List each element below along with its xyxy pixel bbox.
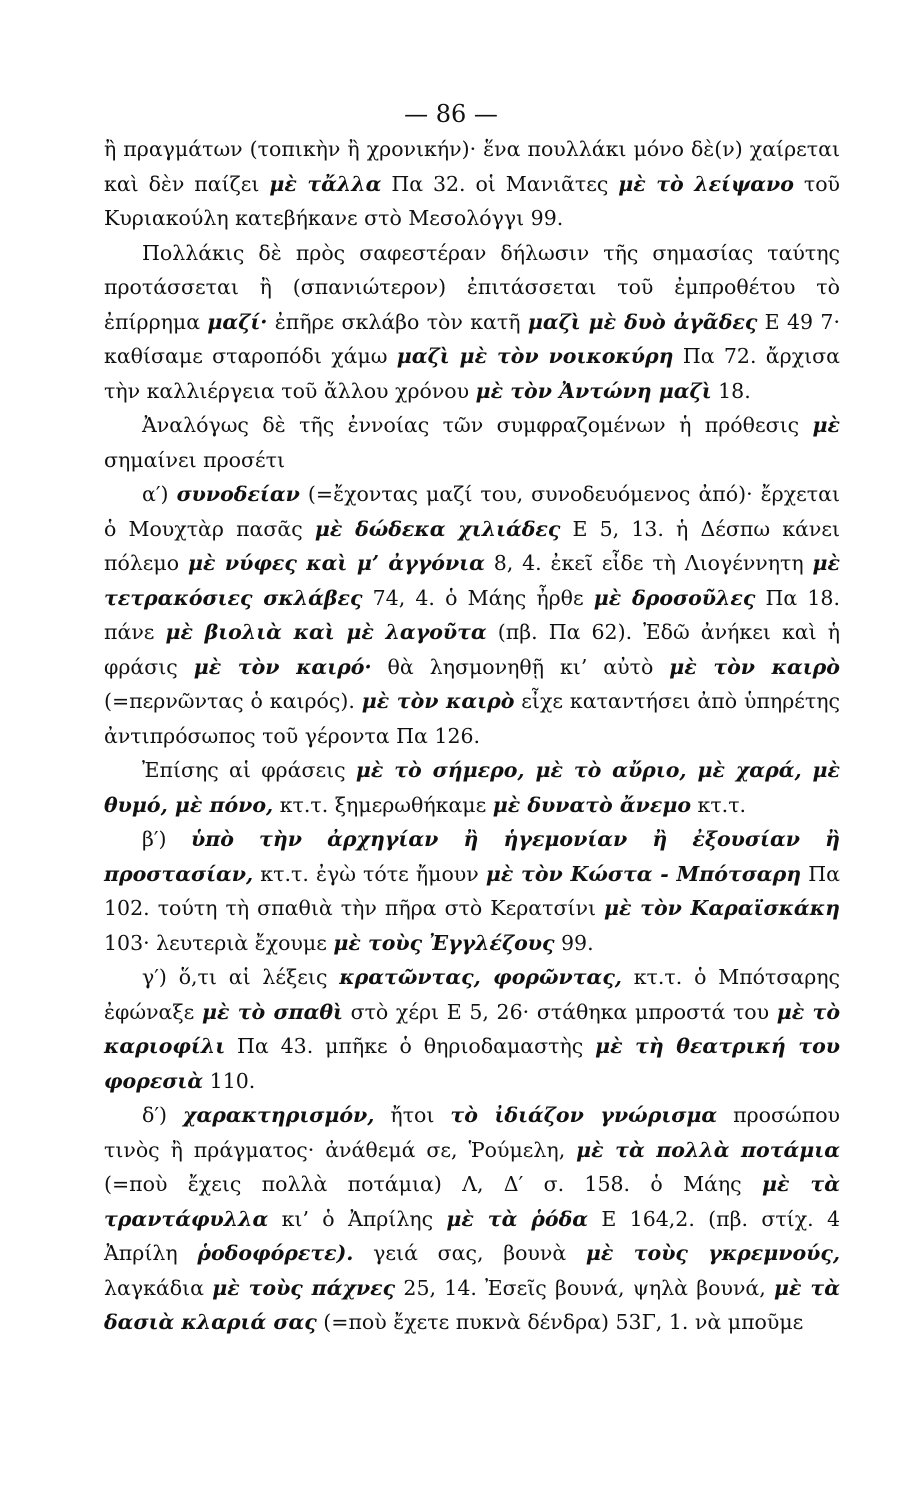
- example-phrase: μὲ τὰ ῥόδα: [446, 1206, 589, 1231]
- example-phrase: μὲ τοὺς Ἐγγλέζους: [333, 930, 555, 955]
- example-phrase: μὲ τὸν καιρὸ: [669, 654, 840, 679]
- example-phrase: μὲ τὰ πολλὰ ποτάμια: [576, 1137, 840, 1162]
- text-run: λαγκάδια: [104, 1275, 213, 1300]
- example-phrase: μαζί·: [207, 309, 268, 334]
- paragraph: [104, 236, 840, 409]
- text-run: 8, 4. ἐκεῖ εἶδε τὴ Λιογέννητη: [484, 551, 813, 575]
- text-run: Πα 32. οἱ Μανιᾶτες: [381, 171, 619, 196]
- text-run: ἐπῆρε σκλάβο τὸν κατῆ: [267, 309, 528, 334]
- text-run: (=ἔχοντας μαζί του, συνοδευόμενος ἀπό)· ἔρχεται ὁ Μουχτὰρ πασᾶς: [104, 482, 841, 541]
- text-run: κι’ ὁ Ἀπρίλης: [268, 1206, 447, 1231]
- text-run: δ′): [142, 1103, 183, 1127]
- text-run: προσώπου τινὸς ἢ πράγματος· ἀνάθεμά σε, Ῥούμελη,: [104, 1103, 840, 1162]
- text-run: 110.: [203, 1068, 256, 1093]
- text-run: 25, 14. Ἐσεῖς βουνά, ψηλὰ βουνά,: [395, 1275, 775, 1300]
- text-run: θὰ λησμονηθῇ κι’ αὐτὸ: [371, 654, 670, 679]
- example-phrase: τὸ ἰδιάζον γνώρισμα: [450, 1103, 718, 1127]
- paragraph: [104, 1098, 840, 1340]
- paragraph: [104, 960, 840, 1098]
- text-run: γ′) ὅ,τι αἱ λέξεις: [142, 965, 340, 989]
- example-phrase: μὲ δροσοῦλες: [593, 585, 756, 610]
- text-run: Ε 5, 13. ἡ Δέσπω κάνει πόλεμο: [104, 516, 840, 575]
- text-run: ἤτοι: [374, 1103, 451, 1127]
- paragraph: [104, 132, 840, 236]
- example-phrase: μαζὶ μὲ τὸν νοικοκύρη: [396, 344, 674, 368]
- example-phrase: μὲ τὸν καιρό·: [193, 654, 372, 679]
- text-run: 18.: [711, 378, 751, 403]
- example-phrase: μὲ τετρακόσιες σκλάβες: [104, 551, 840, 610]
- paragraph: [104, 753, 840, 822]
- text-run: Πολλάκις δὲ πρὸς σαφεστέραν δήλωσιν τῆς σημασίας ταύτης προτάσσεται ἢ (σπανιώτερον) ἐπιτάσσεται τοῦ ἐμπροθέτου τὸ ἐπίρρημα: [104, 240, 840, 334]
- text-run: ἢ πραγμάτων (τοπικὴν ἢ χρονικήν)· ἕνα πουλλάκι μόνο δὲ(ν) χαίρεται καὶ δὲν παίζει: [104, 137, 840, 196]
- example-phrase: μὲ τὸν καιρὸ: [361, 689, 515, 713]
- text-run: κτ.τ. ἐγὼ τότε ἤμουν: [253, 861, 486, 886]
- example-phrase: μὲ δώδεκα χιλιάδες: [314, 516, 561, 541]
- text-run: Πα 43. μπῆκε ὁ θηριοδαμαστὴς: [225, 1034, 596, 1058]
- example-phrase: μὲ τὸ σήμερο, μὲ τὸ αὔριο, μὲ χαρά, μὲ θυμό, μὲ πόνο,: [104, 758, 840, 817]
- text-run: Πα 102. τούτη τὴ σπαθιὰ τὴν πῆρα στὸ Κερατσίνι: [104, 861, 840, 920]
- text-run: (=ποὺ ἔχεις πολλὰ ποτάμια) Λ, Δ′ σ. 158. ὁ Μάης: [104, 1172, 762, 1196]
- text-run: Ε 49 7· καθίσαμε σταροπόδι χάμω: [104, 309, 840, 368]
- paragraph: [104, 408, 840, 477]
- text-run: στὸ χέρι Ε 5, 26· στάθηκα μπροστά του: [342, 999, 777, 1024]
- example-phrase: μὲ τὸ καριοφίλι: [104, 999, 840, 1058]
- text-run: Ε 164,2. (πβ. στίχ. 4 Ἀπρίλη: [104, 1206, 840, 1265]
- example-phrase: μὲ τὸν Καραϊσκάκη: [604, 896, 840, 920]
- text-run: γειά σας, βουνὰ: [353, 1241, 586, 1265]
- text-run: κτ.τ. ὁ Μπότσαρης ἐφώναξε: [104, 965, 841, 1024]
- text-run: β′): [142, 827, 192, 851]
- text-run: α′): [142, 482, 177, 506]
- example-phrase: κρατῶντας, φορῶντας,: [339, 965, 622, 989]
- page-number: — 86 —: [404, 100, 498, 128]
- example-phrase: χαρακτηρισμόν,: [182, 1103, 375, 1127]
- example-phrase: μὲ τὸ λείψανο: [618, 171, 794, 196]
- text-run: (=περνῶντας ὁ καιρός).: [104, 689, 362, 713]
- text-run: Πα 18. πάνε: [104, 585, 840, 644]
- example-phrase: μὲ τἄλλα: [269, 171, 382, 196]
- example-phrase: μὲ τὸ σπαθὶ: [201, 999, 343, 1024]
- example-phrase: μὲ νύφες καὶ μ’ ἀγγόνια: [187, 551, 485, 575]
- example-phrase: μαζὶ μὲ δυὸ ἀγᾶδες: [527, 309, 758, 334]
- example-phrase: μὲ τὰ δασιὰ κλαριά σας: [104, 1275, 840, 1334]
- example-phrase: ῥοδοφόρετε).: [197, 1241, 354, 1265]
- paragraph: [104, 822, 840, 960]
- example-phrase: μὲ τὸν Κώστα - Μπότσαρη: [485, 861, 802, 886]
- text-run: 103· λευτεριὰ ἔχουμε: [104, 930, 334, 955]
- text-run: 99.: [554, 930, 594, 955]
- example-phrase: ὑπὸ τὴν ἀρχηγίαν ἢ ἡγεμονίαν ἢ ἐξουσίαν ἢ προστασίαν,: [104, 827, 840, 886]
- text-run: Ἀναλόγως δὲ τῆς ἐννοίας τῶν συμφραζομένων ἡ πρόθεσις: [142, 413, 813, 437]
- example-phrase: μὲ βιολιὰ καὶ μὲ λαγοῦτα: [165, 620, 487, 644]
- text-run: σημαίνει προσέτι: [104, 447, 285, 472]
- text-run: (πβ. Πα 62). Ἐδῶ ἀνήκει καὶ ἡ φράσις: [104, 620, 840, 679]
- text-run: κτ.τ.: [691, 792, 747, 817]
- body-text: [104, 132, 840, 1340]
- example-phrase: μὲ δυνατὸ ἄνεμο: [492, 792, 692, 817]
- text-run: (=ποὺ ἔχετε πυκνὰ δένδρα) 53Γ, 1. νὰ μποῦμε: [316, 1310, 804, 1334]
- text-run: 74, 4. ὁ Μάης ἦρθε: [362, 585, 594, 610]
- example-phrase: μὲ τοὺς πάχνες: [212, 1275, 396, 1300]
- example-phrase: μὲ: [812, 413, 840, 437]
- text-run: εἶχε καταντήσει ἀπὸ ὑπηρέτης ἀντιπρόσωπος τοῦ γέροντα Πα 126.: [104, 689, 840, 748]
- text-run: Ἐπίσης αἱ φράσεις: [142, 758, 356, 782]
- example-phrase: μὲ τὸν Ἀντώνη μαζὶ: [475, 378, 712, 403]
- paragraph: [104, 477, 840, 753]
- text-run: κτ.τ. ξημερωθήκαμε: [273, 792, 493, 817]
- text-run: τοῦ Κυριακούλη κατεβήκανε στὸ Μεσολόγγι 99.: [104, 171, 840, 230]
- example-phrase: μὲ τὰ τραντάφυλλα: [104, 1172, 840, 1231]
- example-phrase: συνοδείαν: [176, 482, 300, 506]
- text-run: Πα 72. ἄρχισα τὴν καλλιέργεια τοῦ ἄλλου χρόνου: [104, 344, 840, 403]
- example-phrase: μὲ τοὺς γκρεμνούς,: [585, 1241, 840, 1265]
- example-phrase: μὲ τὴ θεατρική του φορεσιὰ: [104, 1034, 840, 1093]
